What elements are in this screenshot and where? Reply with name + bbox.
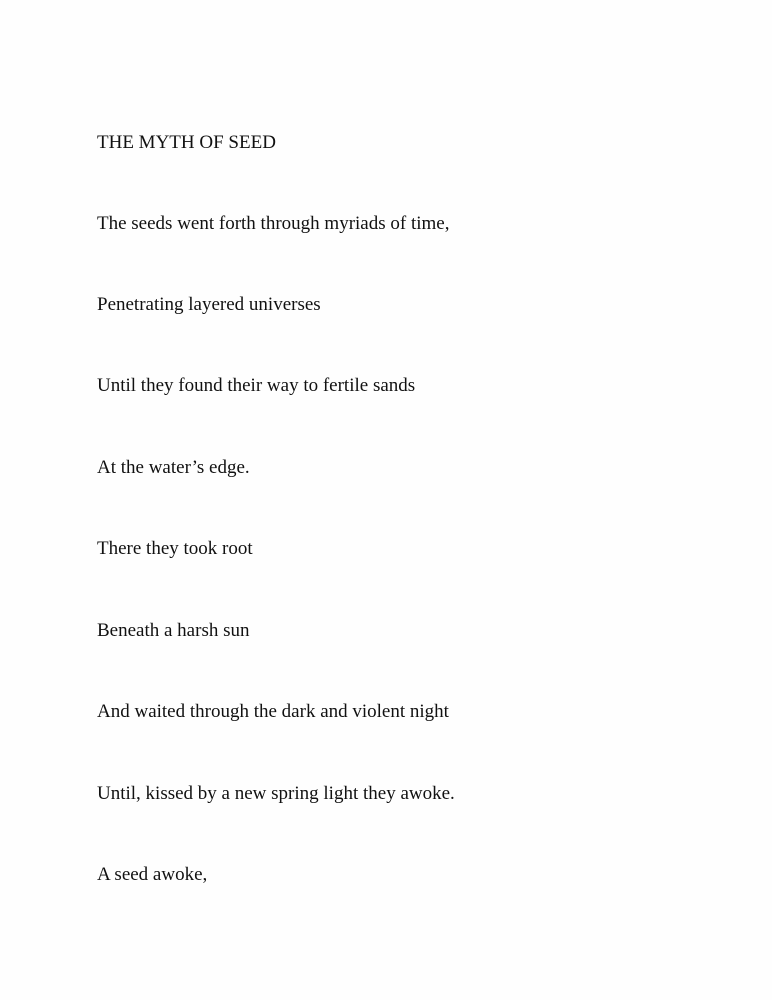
poem-line: And waited through the dark and violent night — [97, 701, 449, 722]
poem-title: THE MYTH OF SEED — [97, 132, 276, 153]
poem-line: The seeds went forth through myriads of time, — [97, 213, 450, 234]
poem-line: There they took root — [97, 538, 253, 559]
poem-line: Until they found their way to fertile sands — [97, 375, 416, 396]
poem-line: A seed awoke, — [97, 864, 208, 885]
poem-line: Until, kissed by a new spring light they awoke. — [97, 783, 455, 804]
poem-line: At the water’s edge. — [97, 457, 250, 478]
poem-line: Penetrating layered universes — [97, 294, 321, 315]
poem-line: Beneath a harsh sun — [97, 620, 250, 641]
